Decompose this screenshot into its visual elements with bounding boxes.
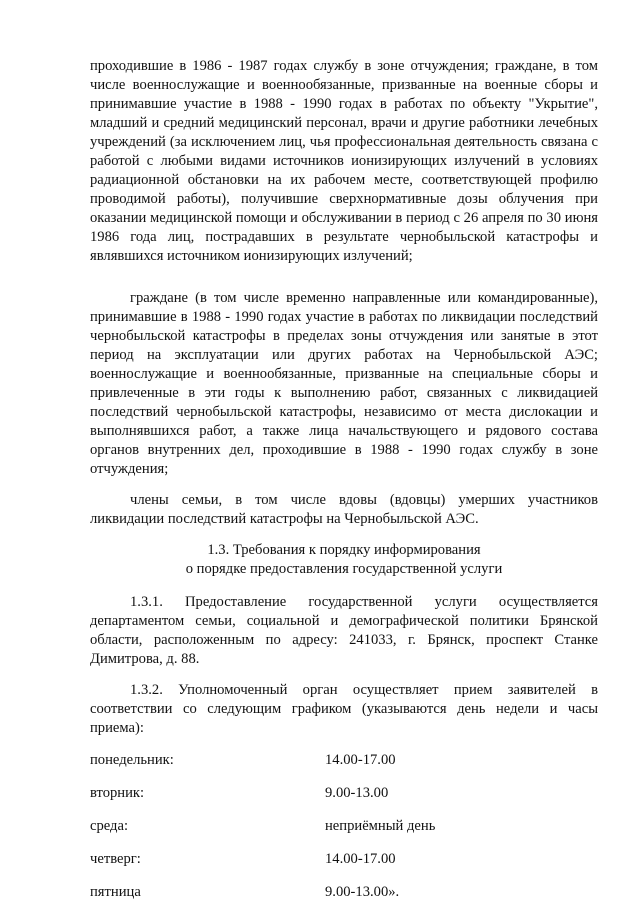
schedule-day: среда: [90, 818, 129, 834]
schedule-row-friday [90, 883, 598, 902]
schedule-time: 9.00-13.00». [325, 884, 400, 900]
reception-schedule [90, 751, 598, 902]
schedule-time: 14.00-17.00 [325, 851, 396, 867]
schedule-row-monday [90, 751, 598, 770]
section-heading [90, 541, 598, 579]
schedule-day: понедельник: [90, 752, 174, 768]
schedule-time: неприёмный день [325, 818, 436, 834]
schedule-row-tuesday [90, 784, 598, 803]
schedule-time: 14.00-17.00 [325, 752, 396, 768]
schedule-row-thursday [90, 850, 598, 869]
schedule-day: четверг: [90, 851, 141, 867]
section-heading-line1: 1.3. Требования к порядку информирования [207, 542, 481, 558]
section-heading-line2: о порядке предоставления государственной услуги [185, 561, 503, 577]
paragraph-family-members: члены семьи, в том числе вдовы (вдовцы) умерших участников ликвидации последствий катастрофы на Чернобыльской АЭС. [90, 492, 598, 527]
paragraph-liquidation-participants: граждане (в том числе временно направленные или командированные), принимавшие в 1988 - 1990 годах участие в работах по ликвидации последствий чернобыльской катастрофы в пределах зоны отчуждения или занятые в этот период на эксплуатации или других работах на Чернобыльской АЭС; военнослужащие и военнообязанные, призванные на специальные сборы и привлеченные в эти годы к выполнению работ, связанных с ликвидацией последствий чернобыльской катастрофы, независимо от места дислокации и выполнявшихся работ, а также лица начальствующего и рядового состава органов внутренних дел, проходившие в 1988 - 1990 годах службу в зоне отчуждения; [90, 290, 598, 477]
schedule-day: вторник: [90, 785, 145, 801]
paragraph-ukrytie-participants: проходившие в 1986 - 1987 годах службу в зоне отчуждения; граждане, в том числе военнослужащие и военнообязанные, призванные на военные сборы и принимавшие участие в 1988 - 1990 годах в работах по объекту "Укрытие", младший и средний медицинский персонал, врачи и другие работники лечебных учреждений (за исключением лиц, чья профессиональная деятельность связана с работой с любыми видами источников ионизирующих излучений в условиях радиационной обстановки на их рабочем месте, соответствующей профилю проводимой работы), получившие сверхнормативные дозы облучения при оказании медицинской помощи и обслуживании в период с 26 апреля по 30 июня 1986 года лиц, пострадавших в результате чернобыльской катастрофы и являвшихся источником ионизирующих излучений; [90, 58, 598, 264]
paragraph-1-3-1: 1.3.1. Предоставление государственной услуги осуществляется департаментом семьи, социальной и демографической политики Брянской области, расположенным по адресу: 241033, г. Брянск, проспект Станке Димитрова, д. 88. [90, 594, 598, 667]
schedule-day: пятница [90, 884, 141, 900]
document-page [90, 57, 598, 916]
schedule-row-wednesday [90, 817, 598, 836]
schedule-time: 9.00-13.00 [325, 785, 389, 801]
paragraph-1-3-2: 1.3.2. Уполномоченный орган осуществляет прием заявителей в соответствии со следующим графиком (указываются день недели и часы приема): [90, 682, 598, 736]
